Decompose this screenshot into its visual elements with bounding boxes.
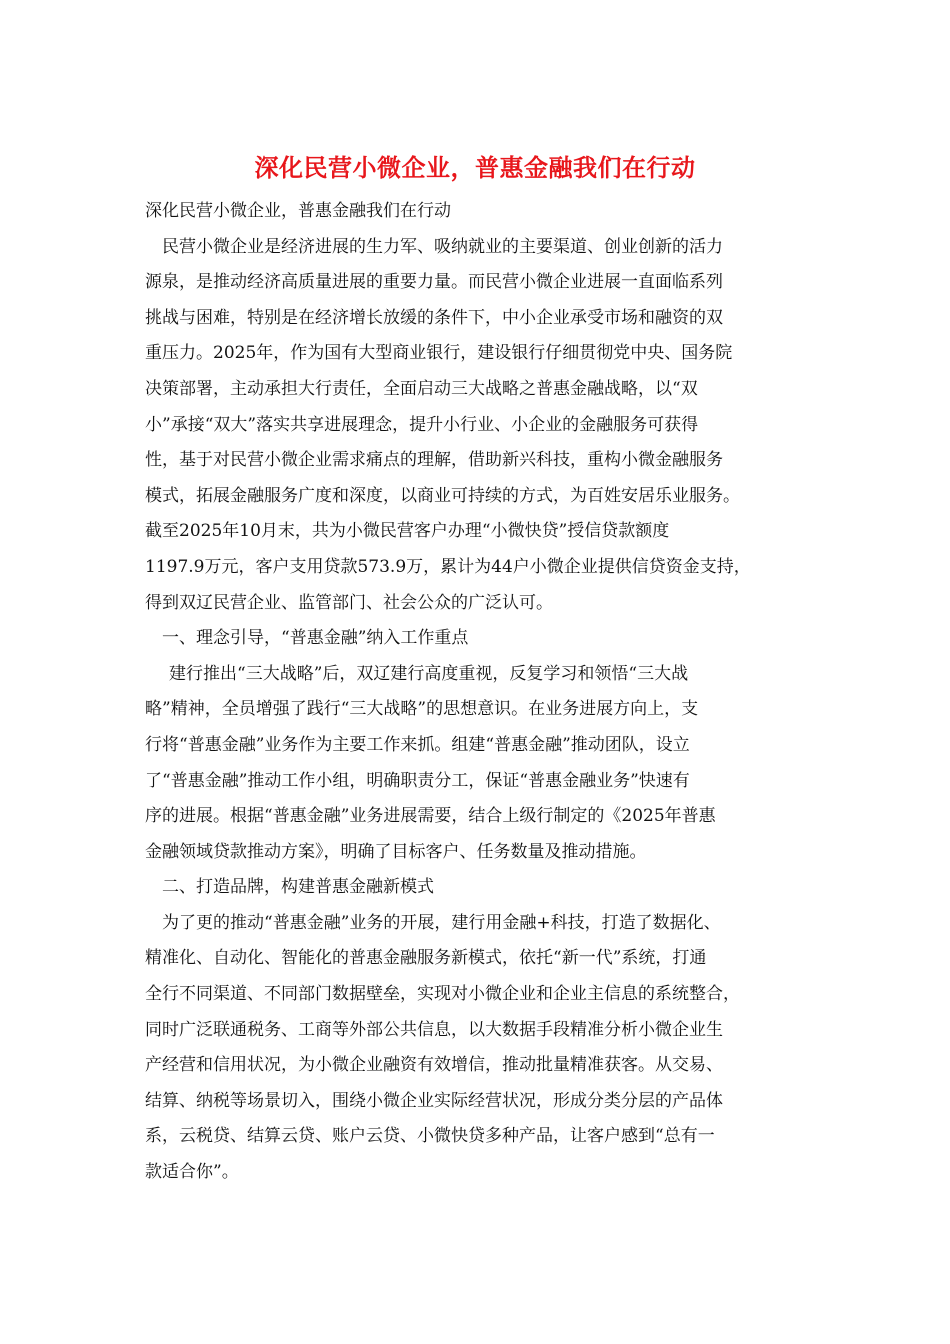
- body-line: 结算、纳税等场景切入，围绕小微企业实际经营状况，形成分类分层的产品体: [145, 1090, 723, 1111]
- section-heading: 一、理念引导，“普惠金融”纳入工作重点: [162, 628, 469, 649]
- body-line: 全行不同渠道、不同部门数据壁垒，实现对小微企业和企业主信息的系统整合，: [145, 984, 740, 1005]
- body-line: 精准化、自动化、智能化的普惠金融服务新模式，依托“新一代”系统，打通: [145, 948, 707, 969]
- body-line: 重压力。2025年，作为国有大型商业银行，建设银行仔细贯彻党中央、国务院: [145, 343, 733, 364]
- body-line: 截至2025年10月末，共为小微民营客户办理“小微快贷”授信贷款额度: [145, 521, 670, 542]
- document-title: 深化民营小微企业，普惠金融我们在行动: [254, 153, 696, 182]
- body-line: 同时广泛联通税务、工商等外部公共信息，以大数据手段精准分析小微企业生: [145, 1019, 723, 1040]
- body-line: 款适合你”。: [145, 1162, 239, 1183]
- body-line: 民营小微企业是经济进展的生力军、吸纳就业的主要渠道、创业创新的活力: [162, 236, 723, 257]
- body-line: 得到双辽民营企业、监管部门、社会公众的广泛认可。: [145, 592, 553, 613]
- body-line-subtitle: 深化民营小微企业，普惠金融我们在行动: [145, 201, 451, 221]
- body-line: 决策部署，主动承担大行责任，全面启动三大战略之普惠金融战略，以“双: [145, 378, 698, 399]
- body-line: 序的进展。根据“普惠金融”业务进展需要，结合上级行制定的《2025年普惠: [145, 806, 716, 827]
- body-line: 略”精神，全员增强了践行“三大战略”的思想意识。在业务进展方向上，支: [145, 699, 699, 720]
- body-line: 模式，拓展金融服务广度和深度，以商业可持续的方式，为百姓安居乐业服务。: [145, 485, 740, 506]
- body-line: 了“普惠金融”推动工作小组，明确职责分工，保证“普惠金融业务”快速有: [145, 770, 690, 791]
- body-line: 行将“普惠金融”业务作为主要工作来抓。组建“普惠金融”推动团队，设立: [145, 734, 690, 755]
- body-line: 为了更的推动“普惠金融”业务的开展，建行用金融+科技，打造了数据化、: [162, 912, 721, 933]
- body-line: 产经营和信用状况，为小微企业融资有效增信，推动批量精准获客。从交易、: [145, 1055, 723, 1076]
- body-line: 挑战与困难，特别是在经济增长放缓的条件下，中小企业承受市场和融资的双: [145, 307, 723, 328]
- body-line: 金融领域贷款推动方案》，明确了目标客户、任务数量及推动措施。: [145, 841, 647, 862]
- document-body: [145, 198, 813, 1195]
- body-line: 源泉，是推动经济高质量进展的重要力量。而民营小微企业进展一直面临系列: [145, 272, 723, 293]
- body-line: 系，云税贷、结算云贷、账户云贷、小微快贷多种产品，让客户感到“总有一: [145, 1126, 715, 1147]
- body-line: 建行推出“三大战略”后，双辽建行高度重视，反复学习和领悟“三大战: [169, 663, 689, 684]
- body-line: 小”承接“双大”落实共享进展理念，提升小行业、小企业的金融服务可获得: [145, 414, 699, 435]
- body-line: 1197.9万元，客户支用贷款573.9万，累计为44户小微企业提供信贷资金支持，: [145, 556, 751, 577]
- body-line: 性，基于对民营小微企业需求痛点的理解，借助新兴科技，重构小微金融服务: [145, 450, 723, 471]
- section-heading: 二、打造品牌，构建普惠金融新模式: [162, 877, 434, 898]
